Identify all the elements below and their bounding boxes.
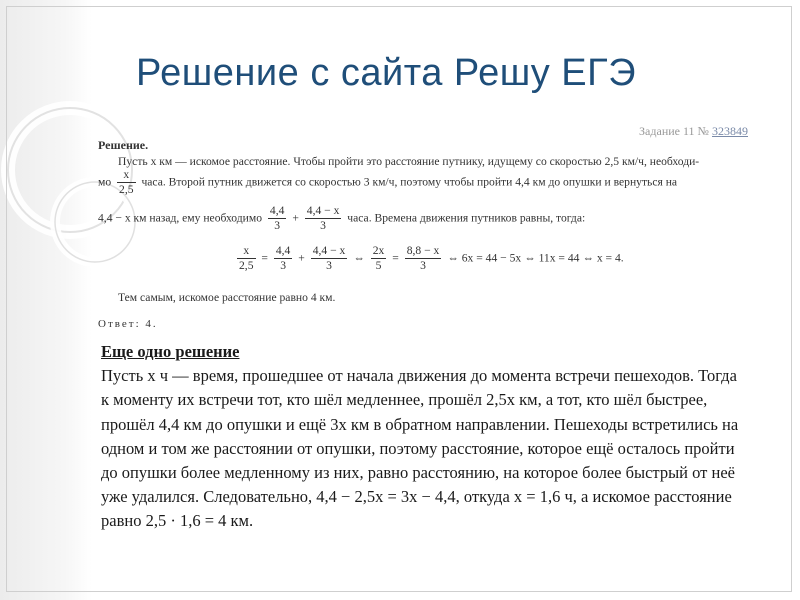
fraction-4-4-over-3 [268, 204, 287, 234]
another-solution-heading: Еще одно решение [101, 342, 240, 361]
equation-line [234, 244, 624, 274]
scan-line-2 [98, 168, 677, 198]
slide-title: Решение с сайта Решу ЕГЭ [136, 52, 637, 94]
eq-iff-1: ⇔ [353, 251, 365, 265]
task-label: Задание 11 № [639, 124, 709, 138]
solution-label: Решение. [98, 138, 149, 152]
scan-line-3-text: часа. Времена движения путников равны, тогда: [347, 211, 586, 225]
eq-f1-den: 2,5 [239, 259, 254, 273]
eq-frac-1 [237, 244, 256, 274]
frac3-den: 3 [320, 219, 326, 233]
eq-f1-num: x [237, 244, 256, 259]
plus-sign: + [292, 211, 299, 225]
eq-f5-den: 3 [420, 259, 426, 273]
scan-line-3-prefix: 4,4 − x км назад, ему необходимо [98, 211, 262, 225]
eq-tail: ⇔ 6x = 44 − 5x ⇔ 11x = 44 ⇔ x = 4. [447, 251, 624, 265]
frac3-num: 4,4 − x [305, 204, 342, 219]
eq-frac-5 [405, 244, 442, 274]
task-id [639, 124, 748, 139]
another-solution-body: Пусть x ч — время, прошедшее от начала движения до момента встречи пешеходов. Тогда к моменту их встречи тот, кто шёл медленнее, прошёл 2,5x км, а тот, кто шёл быстрее, прошёл 4,4 км до опушки и ещё 3x км в обратном направлении. Пешеходы встретились на одном и том же расстоянии от опушки, поэтому расстояние, которое ещё осталось пройти до опушки более медленному из них, равно расстоянию, на которое более быстрый от неё уже удалился. Следовательно, 4,4 − 2,5x = 3x − 4,4, откуда x = 1,6 ч, а искомое расстояние равно 2,5 · 1,6 = 4 км. [101, 366, 739, 531]
eq-equals-1: = [261, 251, 268, 265]
eq-f4-den: 5 [375, 259, 382, 273]
scan-conclusion: Тем самым, искомое расстояние равно 4 км. [118, 291, 336, 304]
eq-f2-den: 3 [280, 259, 286, 273]
eq-f3-num: 4,4 − x [311, 244, 348, 259]
scan-answer: Ответ: 4. [98, 318, 158, 330]
frac1-num: x [117, 168, 136, 183]
eq-frac-4 [371, 244, 387, 274]
eq-f2-num: 4,4 [274, 244, 293, 259]
scanned-solution [96, 122, 748, 334]
eq-equals-2: = [392, 251, 399, 265]
scan-line-2-text: часа. Второй путник движется со скоростью 3 км/ч, поэтому чтобы пройти 4,4 км до опушки и вернуться на [141, 175, 678, 189]
eq-f5-num: 8,8 − x [405, 244, 442, 259]
scan-line-3 [98, 204, 585, 234]
scan-line-1: Пусть x км — искомое расстояние. Чтобы пройти это расстояние путнику, идущему со скоростью 2,5 км/ч, необходи- [118, 155, 700, 168]
eq-plus: + [298, 251, 305, 265]
scan-line-2-prefix: мо [98, 175, 112, 189]
eq-f3-den: 3 [326, 259, 332, 273]
frac2-den: 3 [274, 219, 281, 233]
eq-frac-2 [274, 244, 293, 274]
another-solution [101, 340, 741, 534]
task-number-link[interactable]: 323849 [712, 124, 748, 138]
frac2-num: 4,4 [268, 204, 287, 219]
frac1-den: 2,5 [119, 183, 134, 197]
fraction-x-over-2-5 [117, 168, 136, 198]
fraction-4-4-minus-x-over-3 [305, 204, 342, 234]
eq-f4-num: 2x [371, 244, 387, 259]
eq-frac-3 [311, 244, 348, 274]
